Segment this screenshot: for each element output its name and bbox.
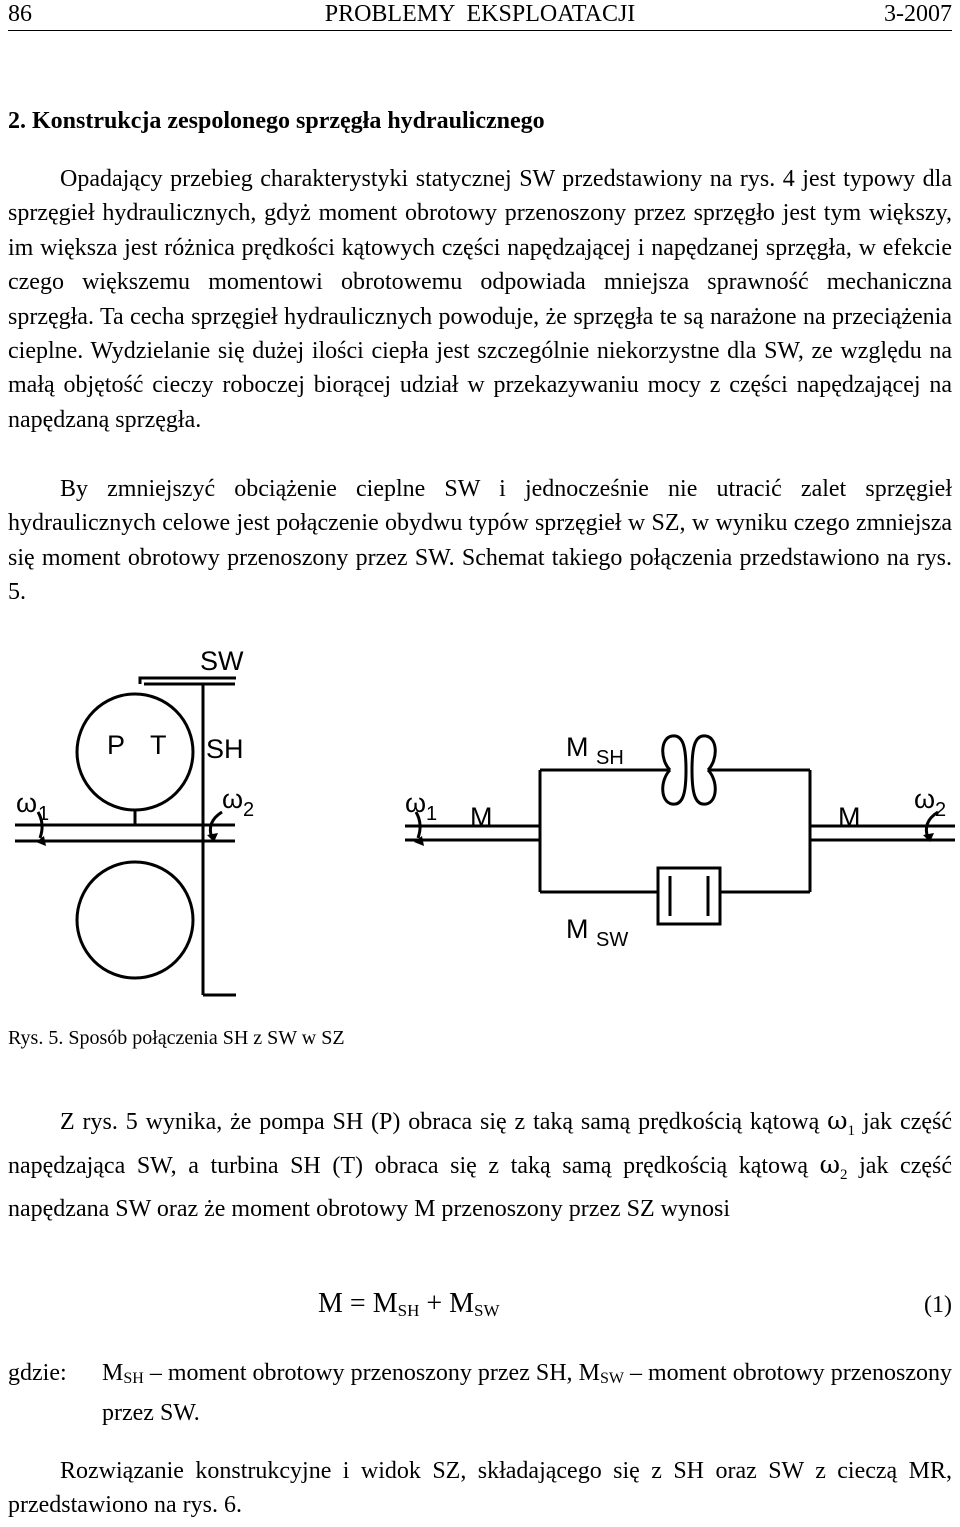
paragraph-3-part-c: jak część napędzana SW oraz że moment obrotowy M przenoszony przez SZ wynosi (8, 1153, 952, 1223)
def-sub-sw: SW (599, 1370, 624, 1387)
section-heading: 2. Konstrukcja zespolonego sprzęgła hydraulicznego (8, 108, 545, 134)
definitions-body (102, 1356, 952, 1431)
label-msh: M (566, 732, 589, 762)
sh-symbol-upper-right (692, 736, 715, 770)
label-msw: M (566, 914, 589, 944)
page-number: 86 (8, 1, 32, 27)
paragraph-2: By zmniejszyć obciążenie cieplne SW i jednocześnie nie utracić zalet sprzęgieł hydraulicznych celowe jest połączenie obydwu typów sprzęgieł w SZ, w wyniku czego zmniejsza się moment obrotowy przenoszony przez SW. Schemat takiego połączenia przedstawiono na rys. 5. (8, 476, 952, 606)
figure-caption: Rys. 5. Sposób połączenia SH z SW w SZ (8, 1027, 345, 1049)
sh-symbol-lower-left (663, 770, 686, 804)
equation-plus: + (419, 1288, 450, 1319)
omega-subscript-1: 1 (847, 1122, 855, 1139)
omega-subscript-2: 2 (840, 1167, 848, 1183)
label-omega2: ω (222, 784, 244, 814)
omega-symbol: ω (827, 1106, 848, 1135)
journal-name: PROBLEMY EKSPLOATACJI (324, 1, 636, 27)
label-p: P (107, 730, 126, 760)
label-omega1: ω (16, 788, 38, 818)
sh-symbol-lower-right (692, 770, 715, 804)
label-omega2-right-sub: 2 (935, 799, 947, 821)
equation-lhs: M (318, 1288, 343, 1319)
def-text-b: – moment obrotowy przenoszony przez SW. (102, 1360, 952, 1427)
label-t: T (150, 730, 167, 760)
lower-coupling-circle (77, 862, 193, 978)
def-m-sh: M (102, 1360, 124, 1386)
equation-sub-sw: SW (474, 1301, 500, 1320)
label-omega1-sub: 1 (38, 803, 50, 825)
label-omega2-right: ω (914, 784, 936, 814)
symbol-definitions (8, 1356, 952, 1431)
equation-m-sh: M (372, 1288, 398, 1319)
def-m-sw: M (578, 1360, 600, 1386)
label-sw: SW (200, 646, 244, 676)
label-m-left: M (470, 802, 493, 832)
paragraph-3-part-a: Z rys. 5 wynika, że pompa SH (P) obraca się z taką samą prędkością kątową (60, 1109, 828, 1135)
figure-5 (0, 630, 960, 1010)
sw-symbol-outer (658, 868, 720, 924)
def-sub-sh: SH (123, 1370, 144, 1387)
figure-5-diagram (0, 630, 960, 1010)
label-msw-sub: SW (596, 929, 629, 951)
label-omega1-right: ω (405, 788, 427, 818)
paragraph-4: Rozwiązanie konstrukcyjne i widok SZ, składającego się z SH oraz SW z cieczą MR, przedstawiono na rys. 6. (8, 1458, 952, 1519)
label-sh: SH (206, 734, 244, 764)
running-header (8, 0, 952, 31)
equation-equals: = (342, 1288, 373, 1319)
left-schematic (15, 678, 236, 995)
paragraph-1: Opadający przebieg charakterystyki statycznej SW przedstawiony na rys. 4 jest typowy dla sprzęgieł hydraulicznych, gdyż moment obrotowy przenoszony przez sprzęgło jest tym większy, im większa jest różnica prędkości kątowych części napędzającej i napędzanej sprzęgła, w efekcie czego większemu momentowi obrotowemu odpowiada mniejsza sprawność mechaniczna sprzęgła. Ta cecha sprzęgieł hydraulicznych powoduje, że sprzęgła te są narażone na przeciążenia cieplne. Wydzielanie się dużej ilości ciepła jest szczególnie niekorzystne dla SW, ze względu na małą objętość cieczy roboczej biorącej udział w przekazywaniu mocy z części napędzającej na napędzaną sprzęgła. (8, 166, 952, 433)
issue-number: 3-2007 (884, 1, 952, 27)
sh-symbol-upper-left (663, 736, 686, 770)
equation-sub-sh: SH (397, 1301, 420, 1320)
equation-number: (1) (924, 1292, 952, 1318)
equation-1 (318, 1284, 500, 1331)
def-text-a: – moment obrotowy przenoszony przez SH, (143, 1360, 579, 1386)
paragraph-3-part-b: jak część napędzająca SW, a turbina SH (T) obraca się z taką samą prędkością kątową (8, 1109, 952, 1180)
definitions-label: gdzie: (8, 1360, 67, 1386)
paragraph-3 (8, 1104, 952, 1227)
upper-coupling-circle (77, 694, 193, 810)
label-omega1-right-sub: 1 (426, 803, 438, 825)
equation-m-sw: M (449, 1288, 475, 1319)
label-m-right: M (838, 802, 861, 832)
label-msh-sub: SH (596, 747, 624, 769)
label-omega2-sub: 2 (243, 799, 255, 821)
omega-symbol-2: ω (819, 1150, 841, 1180)
